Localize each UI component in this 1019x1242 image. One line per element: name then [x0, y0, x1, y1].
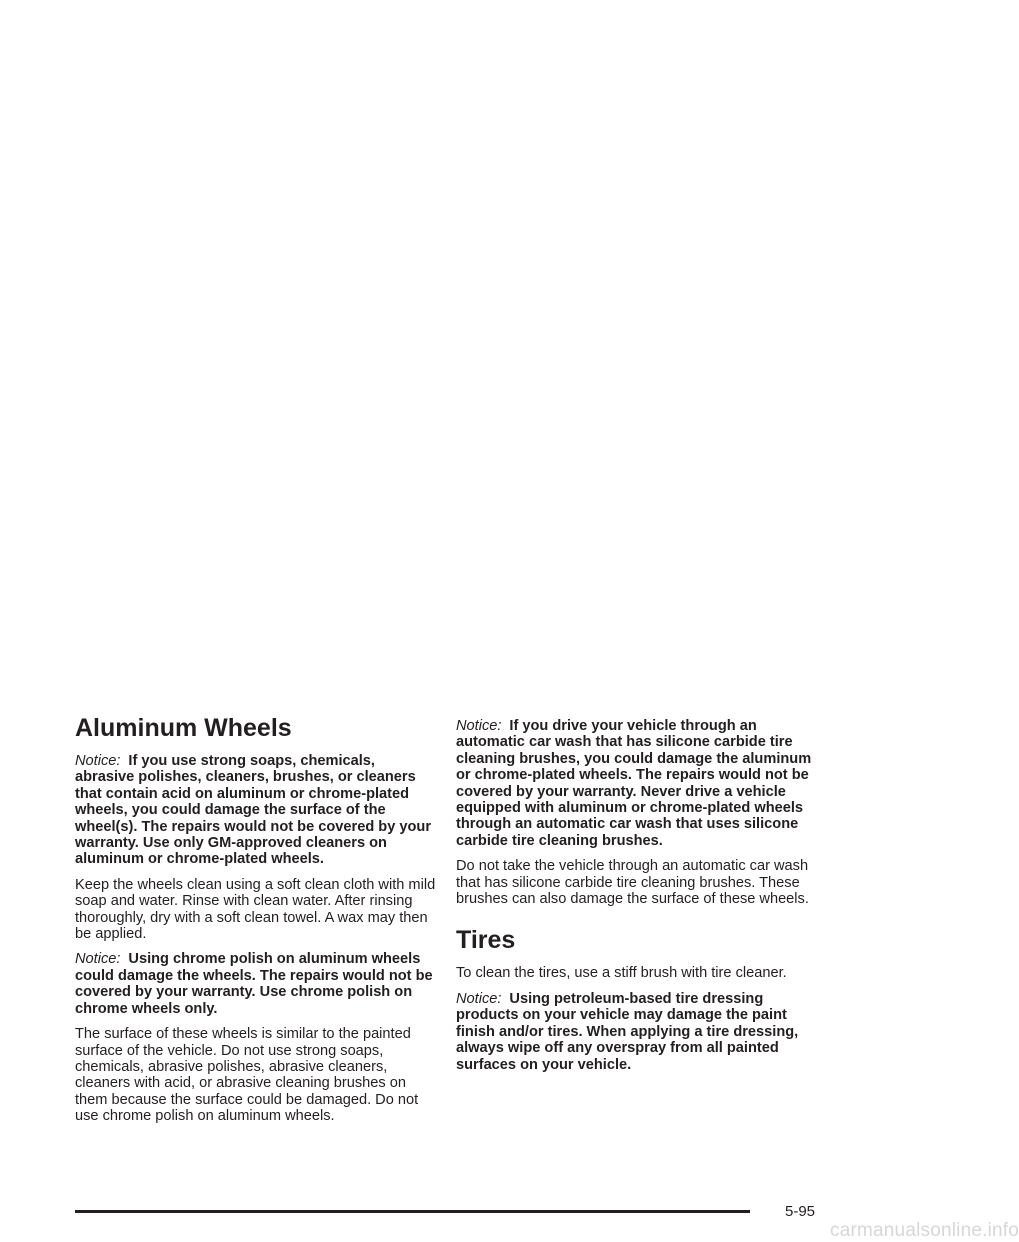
notice-label: Notice:	[456, 718, 502, 734]
body-paragraph: Do not take the vehicle through an automatic car wash that has silicone carbide tire cleaning brushes. These brushes can also damage the surface of these wheels.	[456, 858, 809, 908]
notice-label: Notice:	[75, 753, 121, 769]
body-paragraph: Keep the wheels clean using a soft clean cloth with mild soap and water. Rinse with clean water. After rinsing thoroughly, dry with a soft clean towel. A wax may then be applied.	[75, 876, 436, 943]
footer-rule	[75, 1210, 750, 1213]
body-paragraph: To clean the tires, use a stiff brush with tire cleaner.	[456, 965, 787, 982]
notice-paragraph	[456, 718, 818, 849]
watermark-text: carmanualsonline.info	[830, 1220, 1019, 1241]
notice-paragraph	[75, 753, 437, 868]
notice-text: If you drive your vehicle through an automatic car wash that has silicone carbide tire cleaning brushes, you could damage the aluminum or chrome-plated wheels. The repairs would not be covered by your warranty. Never drive a vehicle equipped with aluminum or chrome-plated wheels through an automatic car wash that uses silicone carbide tire cleaning brushes.	[456, 718, 812, 849]
page-number: 5-95	[785, 1203, 816, 1220]
notice-text: Using petroleum-based tire dressing products on your vehicle may damage the paint finish and/or tires. When applying a tire dressing, always wipe off any overspray from all painted surfaces on your vehicle.	[456, 990, 799, 1073]
notice-paragraph	[75, 951, 437, 1017]
section-heading-aluminum-wheels: Aluminum Wheels	[75, 714, 292, 742]
body-paragraph: The surface of these wheels is similar to the painted surface of the vehicle. Do not use strong soaps, chemicals, abrasive polishes, abrasive cleaners, cleaners with acid, or abrasive cleaning brushes on them because the surface could be damaged. Do not use chrome polish on aluminum wheels.	[75, 1026, 419, 1125]
notice-label: Notice:	[75, 951, 121, 968]
notice-text: If you use strong soaps, chemicals, abrasive polishes, cleaners, brushes, or cleaners that contain acid on aluminum or chrome-plated wheels, you could damage the surface of the wheel(s). The repairs would not be covered by your warranty. Use only GM-approved cleaners on aluminum or chrome-plated wheels.	[75, 753, 432, 868]
notice-label: Notice:	[456, 990, 502, 1007]
left-column	[75, 713, 437, 1134]
section-heading-tires: Tires	[456, 926, 516, 955]
notice-paragraph	[456, 991, 818, 1073]
right-column	[456, 718, 818, 1082]
notice-text: Using chrome polish on aluminum wheels could damage the wheels. The repairs would not be covered by your warranty. Use chrome polish on chrome wheels only.	[75, 951, 433, 1017]
